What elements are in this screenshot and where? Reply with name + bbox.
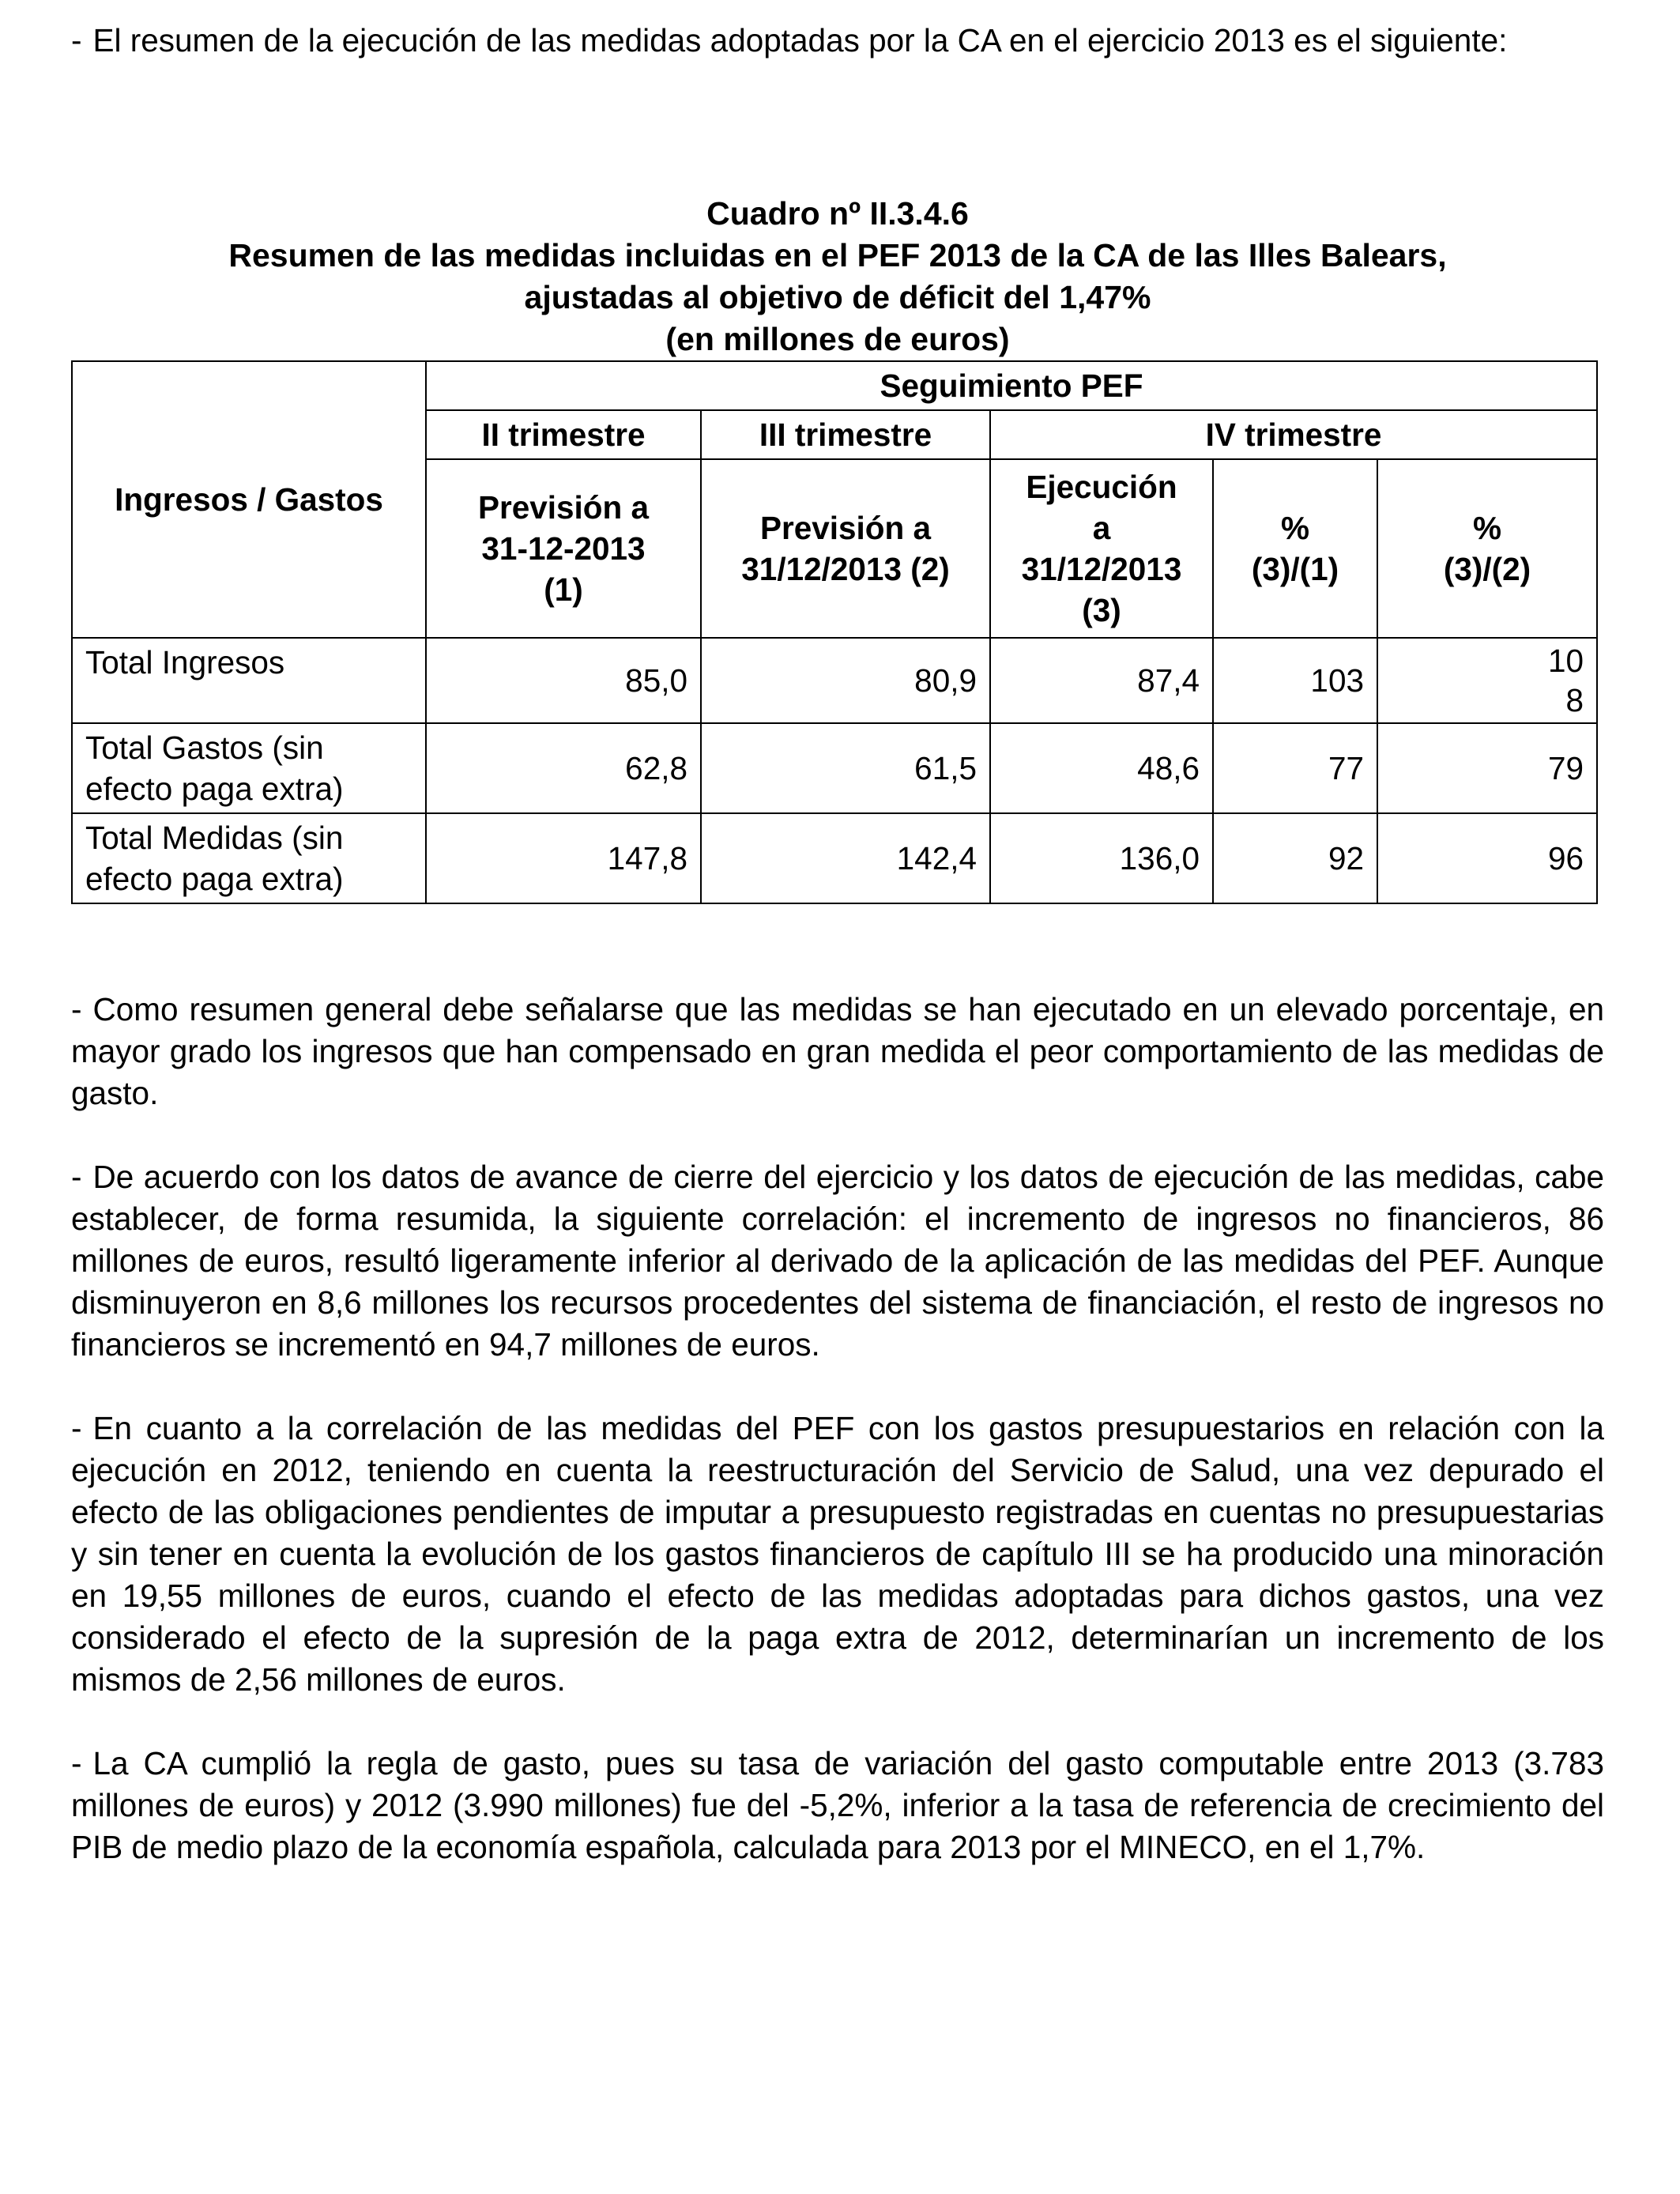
- body-paragraph: [71, 989, 1604, 1114]
- row-label: Total Gastos (sin efecto paga extra): [72, 723, 426, 813]
- bullet-dash: -: [71, 1410, 82, 1446]
- table-cell: 62,8: [426, 723, 701, 813]
- table-row: [72, 813, 1597, 903]
- table-cell: 77: [1213, 723, 1377, 813]
- quarter-header: II trimestre: [426, 410, 701, 459]
- table-cell: 136,0: [990, 813, 1213, 903]
- column-header: % (3)/(2): [1377, 459, 1597, 638]
- table-cell: 87,4: [990, 638, 1213, 723]
- bullet-dash: -: [71, 1745, 82, 1781]
- column-header: Ejecución a 31/12/2013 (3): [990, 459, 1213, 638]
- row-label: Total Ingresos: [72, 638, 426, 723]
- table-cell: 103: [1213, 638, 1377, 723]
- table-cell: 85,0: [426, 638, 701, 723]
- paragraph-text: En cuanto a la correlación de las medidas del PEF con los gastos presupuestarios en relación con la ejecución en 2012, teniendo en cuenta la reestructuración del Servicio de Salud, una vez depurado el efecto de las obligaciones pendientes de imputar a presupuesto registradas en cuentas no presupuestarias y sin tener en cuenta la evolución de los gastos financieros de capítulo III se ha producido una minoración en 19,55 millones de euros, cuando el efecto de las medidas adoptadas para dichos gastos, una vez considerado el efecto de la supresión de la paga extra de 2012, determinarían un incremento de los mismos de 2,56 millones de euros.: [71, 1410, 1604, 1698]
- body-paragraph: [71, 1408, 1604, 1701]
- quarter-header: IV trimestre: [990, 410, 1597, 459]
- table-title-line1: Resumen de las medidas incluidas en el PEF 2013 de la CA de las Illes Balears,: [228, 237, 1447, 273]
- table-cell: 10 8: [1377, 638, 1597, 723]
- table-cell: 92: [1213, 813, 1377, 903]
- table-cell: 142,4: [701, 813, 990, 903]
- body-paragraph: [71, 1156, 1604, 1366]
- table-units: (en millones de euros): [665, 321, 1010, 357]
- table-cell: 48,6: [990, 723, 1213, 813]
- table-cell: 80,9: [701, 638, 990, 723]
- column-header: Previsión a 31-12-2013 (1): [426, 459, 701, 638]
- column-header: % (3)/(1): [1213, 459, 1377, 638]
- paragraph-text: La CA cumplió la regla de gasto, pues su tasa de variación del gasto computable entre 2013 (3.783 millones de euros) y 2012 (3.990 millones) fue del -5,2%, inferior a la tasa de referencia de crecimiento del PIB de medio plazo de la economía española, calculada para 2013 por el MINECO, en el 1,7%.: [71, 1745, 1604, 1865]
- corner-header: Ingresos / Gastos: [72, 361, 426, 638]
- table-cell: 61,5: [701, 723, 990, 813]
- paragraph-text: De acuerdo con los datos de avance de cierre del ejercicio y los datos de ejecución de las medidas, cabe establecer, de forma resumida, la siguiente correlación: el incremento de ingresos no financieros, 86 millones de euros, resultó ligeramente inferior al derivado de la aplicación de las medidas del PEF. Aunque disminuyeron en 8,6 millones los recursos procedentes del sistema de financiación, el resto de ingresos no financieros se incrementó en 94,7 millones de euros.: [71, 1159, 1604, 1363]
- intro-text: El resumen de la ejecución de las medidas adoptadas por la CA en el ejercicio 2013 es el siguiente:: [92, 22, 1508, 58]
- table-row: [72, 638, 1597, 723]
- intro-paragraph: [71, 20, 1604, 62]
- table-row: [72, 723, 1597, 813]
- column-header: Previsión a 31/12/2013 (2): [701, 459, 990, 638]
- table-cell: 79: [1377, 723, 1597, 813]
- bullet-dash: -: [71, 991, 82, 1027]
- bullet-dash: -: [71, 1159, 82, 1195]
- paragraph-text: Como resumen general debe señalarse que las medidas se han ejecutado en un elevado porcentaje, en mayor grado los ingresos que han compensado en gran medida el peor comportamiento de las medidas de gasto.: [71, 991, 1604, 1111]
- group-header: Seguimiento PEF: [426, 361, 1597, 410]
- table-number: Cuadro nº II.3.4.6: [706, 195, 969, 232]
- document-page: [71, 20, 1604, 1868]
- table-cell: 96: [1377, 813, 1597, 903]
- table-cell: 147,8: [426, 813, 701, 903]
- measures-table: [71, 360, 1598, 904]
- bullet-dash: -: [71, 22, 82, 58]
- row-label: Total Medidas (sin efecto paga extra): [72, 813, 426, 903]
- quarter-header: III trimestre: [701, 410, 990, 459]
- body-paragraph: [71, 1743, 1604, 1868]
- table-title-line2: ajustadas al objetivo de déficit del 1,47%: [524, 279, 1151, 315]
